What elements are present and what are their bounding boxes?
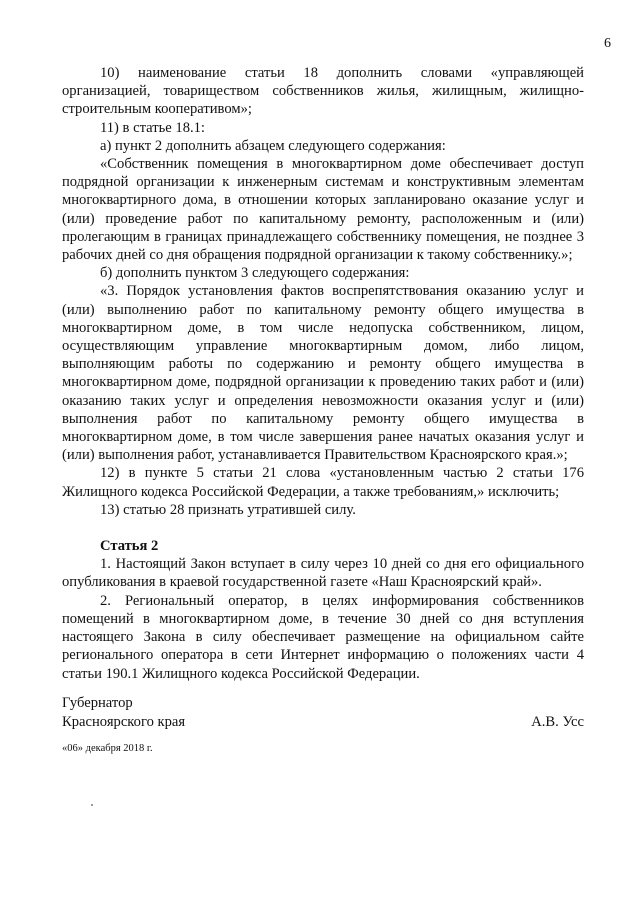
item-10: 10) наименование статьи 18 дополнить словами «управляющей организацией, товариществом собственников жилья, жилищным, жилищно-строительным кооперативом»;: [62, 65, 584, 118]
signature-name: А.В. Усс: [531, 713, 584, 730]
signature-title-line2: Красноярского края: [62, 713, 186, 730]
page-number: 6: [604, 36, 611, 51]
item-11a: а) пункт 2 дополнить абзацем следующего содержания:: [100, 137, 446, 154]
document-date: «06» декабря 2018 г.: [62, 743, 153, 754]
item-11b: б) дополнить пунктом 3 следующего содержания:: [100, 265, 410, 282]
item-11b-text: «3. Порядок установления фактов воспрепятствования оказанию услуг и (или) выполнению работ по капитальному ремонту общего имущества в многоквартирном доме, в том числе недопуска собственником, лицом, осуществляющим управление многоквартирным домом, либо лицом, выполняющим работы по содержанию и ремонту общего имущества в многоквартирном доме, подрядной организации к проведению таких работ и (или) оказанию таких услуг и определения невозможности оказания услуг и (или) выполнения работ по капитальному ремонту общего имущества в многоквартирном доме, в том числе завершения ранее начатых оказания услуг и (или) выполнения работ, устанавливается Правительством Красноярского края.»;: [62, 283, 584, 464]
item-11: 11) в статье 18.1:: [100, 119, 205, 136]
signature-title-line1: Губернатор: [62, 695, 133, 711]
article-2-heading: Статья 2: [100, 538, 159, 555]
item-12: 12) в пункте 5 статьи 21 слова «установленным частью 2 статьи 176 Жилищного кодекса Российской Федерации, а также требованиям,» исключить;: [62, 465, 584, 500]
signature-block: [62, 694, 584, 731]
document-body: [62, 64, 584, 683]
scan-speck: [91, 804, 93, 806]
article-2-para-2: 2. Региональный оператор, в целях информирования собственников помещений в многоквартирном доме, в течение 30 дней со дня вступления настоящего Закона в силу обеспечивает размещение на официальном сайте регионального оператора в сети Интернет информацию о положениях части 4 статьи 190.1 Жилищного кодекса Российской Федерации.: [62, 592, 584, 682]
article-2-para-1: 1. Настоящий Закон вступает в силу через 10 дней со дня его официального опубликования в краевой государственной газете «Наш Красноярский край».: [62, 556, 584, 591]
item-11a-text: «Собственник помещения в многоквартирном доме обеспечивает доступ подрядной организации к инженерным системам и конструктивным элементам многоквартирного дома, в отношении которых запланировано оказание услуг и (или) проведение работ по капитальному ремонту, расположенным и (или) пролегающим в границах принадлежащего собственнику помещения, не позднее 3 рабочих дней со дня обращения подрядной организации к такому собственнику.»;: [62, 156, 584, 264]
item-13: 13) статью 28 признать утратившей силу.: [100, 501, 356, 518]
